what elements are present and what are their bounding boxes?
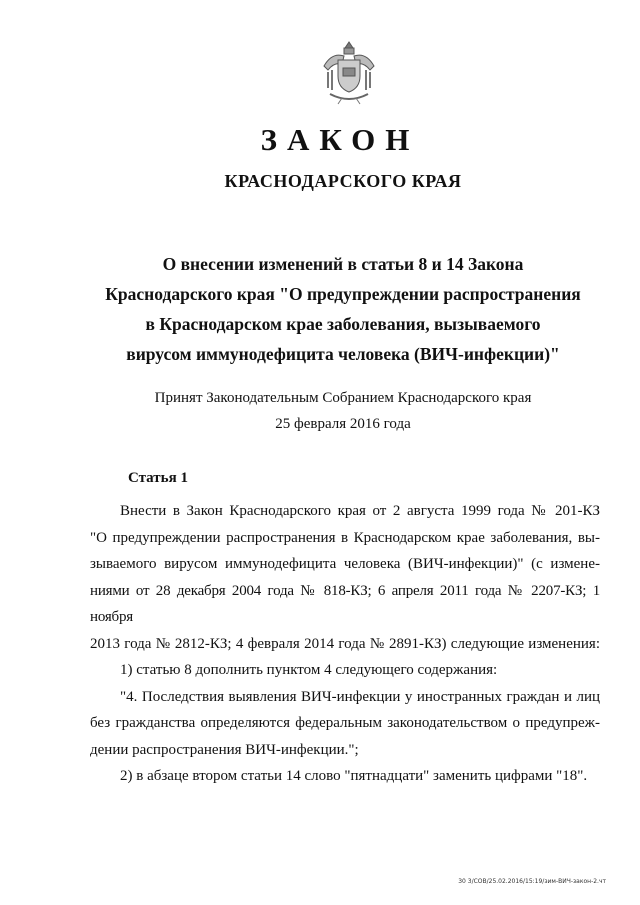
body-line: "О предупреждении распространения в Краснодарском крае заболевания, вы- — [90, 529, 600, 546]
body-line: "4. Последствия выявления ВИЧ-инфекции у иностранных граждан и лиц — [120, 688, 600, 705]
body-line: зываемого вирусом иммунодефицита человека (ВИЧ-инфекции)" (с измене- — [90, 556, 600, 572]
article-title: Статья 1 — [128, 470, 188, 486]
issuing-region: КРАСНОДАРСКОГО КРАЯ — [224, 171, 462, 191]
body-line: 2) в абзаце втором статьи 14 слово "пятнадцати" заменить цифрами "18". — [120, 768, 588, 784]
body-line: дении распространения ВИЧ-инфекции."; — [90, 741, 359, 758]
heading-line: Краснодарского края "О предупреждении распространения — [105, 284, 581, 304]
adoption-body: Принят Законодательным Собранием Краснодарского края — [154, 390, 532, 406]
coat-of-arms-emblem — [314, 38, 384, 106]
body-line: 1) статью 8 дополнить пунктом 4 следующего содержания: — [120, 662, 498, 678]
body-line: без гражданства определяются федеральным законодательством о предупреж- — [90, 715, 600, 731]
heading-line: вирусом иммунодефицита человека (ВИЧ-инфекции)" — [126, 344, 560, 364]
document-type-title: ЗАКОН — [260, 122, 420, 157]
adoption-date: 25 февраля 2016 года — [275, 416, 411, 432]
body-line: ниями от 28 декабря 2004 года № 818-КЗ; 6 апреля 2011 года № 2207-КЗ; 1 ноября — [90, 582, 600, 625]
heading-line: в Краснодарском крае заболевания, вызываемого — [145, 314, 541, 334]
body-line: 2013 года № 2812-КЗ; 4 февраля 2014 года № 2891-КЗ) следующие изменения: — [90, 635, 600, 652]
body-line: Внести в Закон Краснодарского края от 2 августа 1999 года № 201-КЗ — [120, 503, 600, 519]
heading-line: О внесении изменений в статьи 8 и 14 Закона — [162, 254, 524, 274]
adoption-note — [0, 385, 640, 437]
document-footer-code: 30 3/СОВ/25.02.2016/15:19/зим-ВИЧ-закон-2.чт — [458, 878, 606, 885]
article-body — [90, 498, 600, 790]
law-heading — [0, 249, 640, 369]
